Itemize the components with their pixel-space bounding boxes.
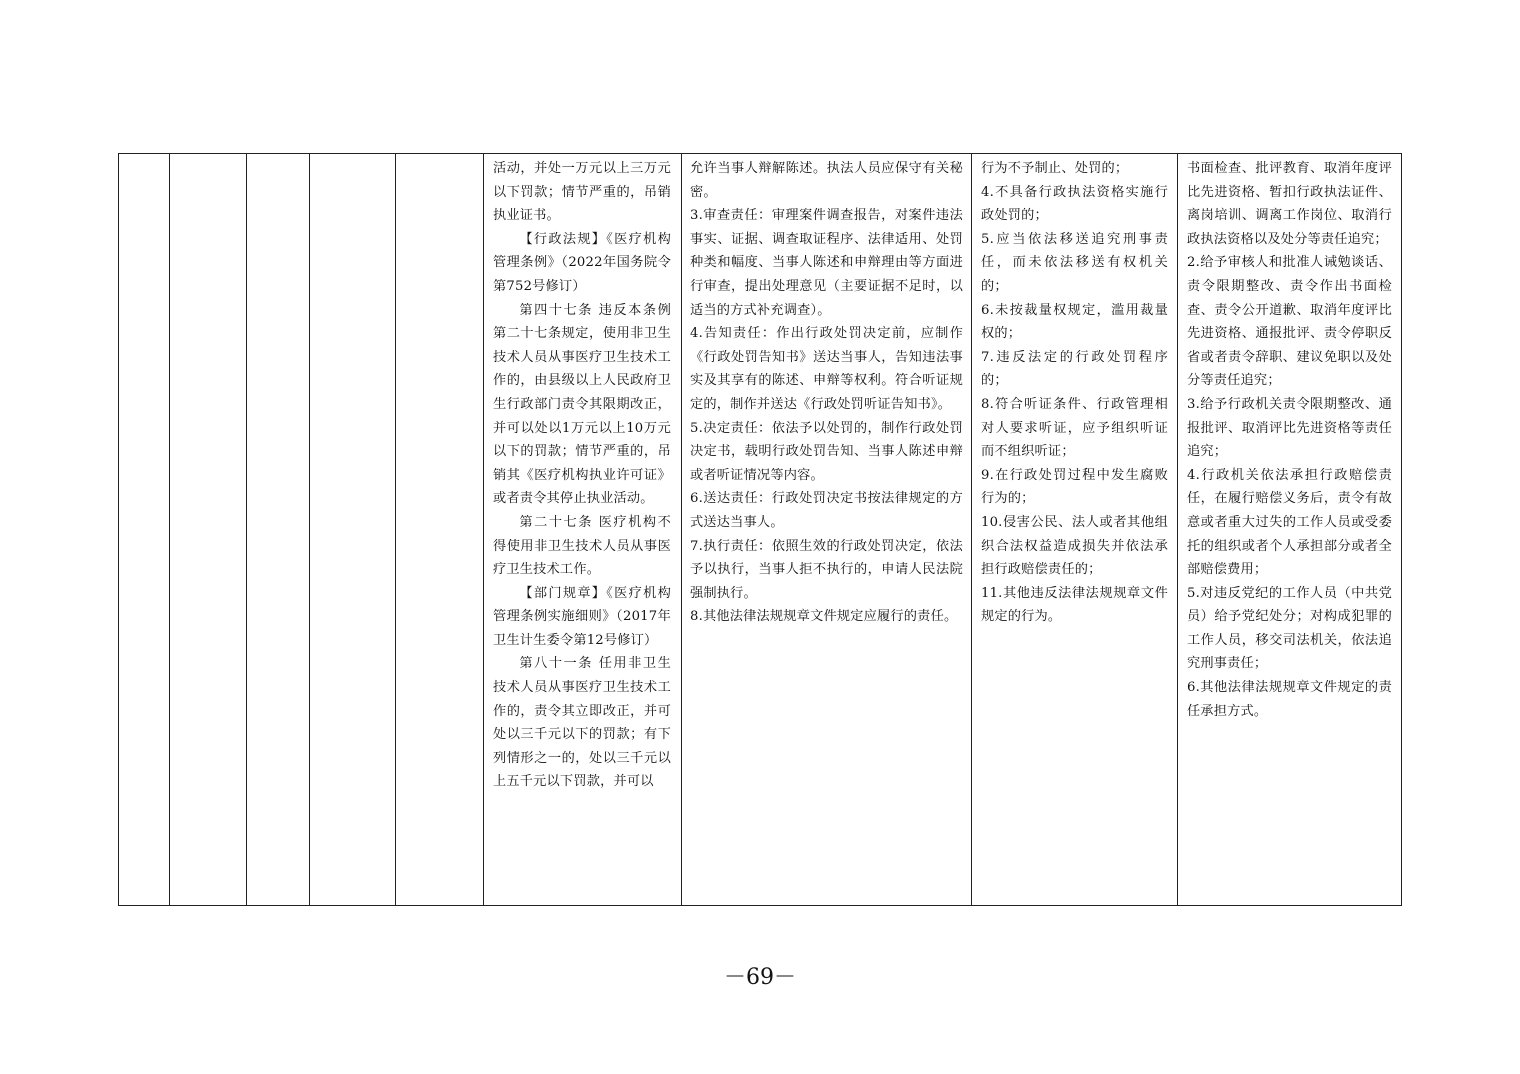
basis-paragraph: 【部门规章】《医疗机构管理条例实施细则》（2017年卫生计生委令第12号修订） [493,585,671,648]
accountability-item: 6.未按裁量权规定，滥用裁量权的； [981,302,1168,342]
responsibility-item: 5.决定责任：依法予以处罚的，制作行政处罚决定书，载明行政处罚告知、当事人陈述申辩或者听证情况等内容。 [690,420,963,483]
basis-paragraph: 【行政法规】《医疗机构管理条例》（2022年国务院令第752号修订） [493,231,671,294]
responsibility-item: 4.告知责任：作出行政处罚决定前，应制作《行政处罚告知书》送达当事人，告知违法事实及其享有的陈述、申辩等权利。符合听证规定的，制作并送达《行政处罚听证告知书》。 [690,326,963,412]
responsibility-table [118,153,1402,906]
responsibility-item: 允许当事人辩解陈述。执法人员应保守有关秘密。 [690,161,963,200]
empty-cell-4 [310,154,396,906]
table-row [119,154,1402,906]
responsibility-cell [682,154,972,906]
accountability-item: 8.符合听证条件、行政管理相对人要求听证，应予组织听证而不组织听证； [981,396,1168,460]
penalty-item: 2.给予审核人和批准人诫勉谈话、责令限期整改、责令作出书面检查、责令公开道歉、取消年度评比先进资格、通报批评、责令停职反省或者责令辞职、建议免职以及处分等责任追究； [1187,255,1392,389]
penalty-item: 6.其他法律法规规章文件规定的责任承担方式。 [1187,680,1392,719]
responsibility-item: 8.其他法律法规规章文件规定应履行的责任。 [690,609,958,625]
empty-cell-2 [170,154,247,906]
responsibility-item: 3.审查责任：审理案件调查报告，对案件违法事实、证据、调查取证程序、法律适用、处罚种类和幅度、当事人陈述和申辩理由等方面进行审查，提出处理意见（主要证据不足时，以适当的方式补充调查）。 [690,208,963,318]
penalty-item: 4.行政机关依法承担行政赔偿责任，在履行赔偿义务后，责令有故意或者重大过失的工作人员或受委托的组织或者个人承担部分或者全部赔偿费用； [1187,467,1392,578]
accountability-item: 7.违反法定的行政处罚程序的； [981,349,1168,389]
accountability-cell [972,154,1178,906]
accountability-item: 5.应当依法移送追究刑事责任，而未依法移送有权机关的； [981,231,1168,294]
accountability-item: 行为不予制止、处罚的； [981,161,1129,176]
responsibility-item: 6.送达责任：行政处罚决定书按法律规定的方式送达当事人。 [690,491,963,530]
page-number: －69－ [724,965,796,990]
accountability-item: 11.其他违反法律法规规章文件规定的行为。 [981,585,1168,625]
responsibility-item: 7.执行责任：依照生效的行政处罚决定，依法予以执行，当事人拒不执行的，申请人民法院强制执行。 [690,538,963,601]
accountability-item: 10.侵害公民、法人或者其他组织合法权益造成损失并依法承担行政赔偿责任的； [981,514,1168,578]
basis-paragraph: 第二十七条 医疗机构不得使用非卫生技术人员从事医疗卫生技术工作。 [493,514,671,578]
empty-cell-3 [247,154,310,906]
empty-cell-5 [396,154,484,906]
basis-paragraph: 第四十七条 违反本条例第二十七条规定，使用非卫生技术人员从事医疗卫生技术工作的，由县级以上人民政府卫生行政部门责令其限期改正，并可以处以1万元以上10万元以下的罚款；情节严重的，吊销其《医疗机构执业许可证》或者责令其停止执业活动。 [493,302,671,507]
accountability-item: 4.不具备行政执法资格实施行政处罚的； [981,184,1168,224]
empty-cell-1 [119,154,170,906]
basis-cell [484,154,682,906]
basis-paragraph: 第八十一条 任用非卫生技术人员从事医疗卫生技术工作的，责令其立即改正，并可处以三千元以下的罚款；有下列情形之一的，处以三千元以上五千元以下罚款，并可以 [493,656,671,790]
penalty-item: 5.对违反党纪的工作人员（中共党员）给予党纪处分；对构成犯罪的工作人员，移交司法机关，依法追究刑事责任； [1187,585,1392,672]
penalty-cell [1178,154,1402,906]
accountability-item: 9.在行政处罚过程中发生腐败行为的； [981,467,1168,507]
basis-paragraph: 活动，并处一万元以上三万元以下罚款；情节严重的，吊销执业证书。 [493,161,671,224]
penalty-item: 书面检查、批评教育、取消年度评比先进资格、暂扣行政执法证件、离岗培训、调离工作岗位、取消行政执法资格以及处分等责任追究； [1187,161,1392,247]
penalty-item: 3.给予行政机关责令限期整改、通报批评、取消评比先进资格等责任追究； [1187,396,1392,460]
